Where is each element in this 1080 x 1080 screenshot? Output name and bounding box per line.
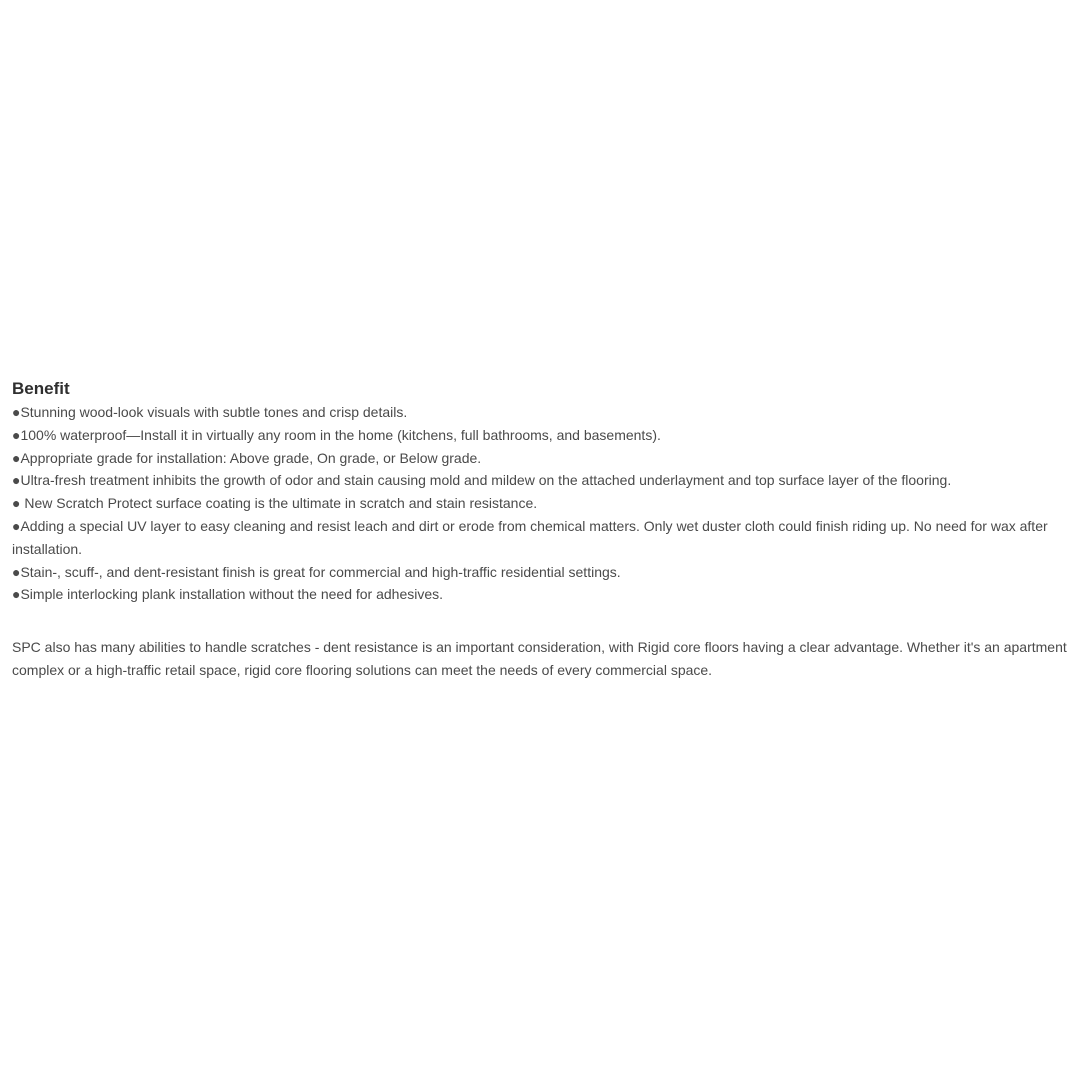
benefit-heading: Benefit xyxy=(12,379,70,398)
benefit-item: ●Appropriate grade for installation: Above grade, On grade, or Below grade. xyxy=(12,449,482,466)
benefit-item: ●Simple interlocking plank installation without the need for adhesives. xyxy=(12,586,444,603)
benefit-item: ●Adding a special UV layer to easy cleaning and resist leach and dirt or erode from chemical matters. Only wet duster cloth could finish riding up. No need for wax after installation. xyxy=(12,517,1048,557)
benefit-item: ●Stunning wood-look visuals with subtle tones and crisp details. xyxy=(12,404,408,420)
benefit-item: ●Ultra-fresh treatment inhibits the growth of odor and stain causing mold and mildew on the attached underlayment and top surface layer of the flooring. xyxy=(12,472,952,489)
benefit-item: ●Stain-, scuff-, and dent-resistant finish is great for commercial and high-traffic residential settings. xyxy=(12,563,621,580)
benefit-item: ●100% waterproof—Install it in virtually any room in the home (kitchens, full bathrooms, and basements). xyxy=(12,426,661,443)
spc-description-paragraph: SPC also has many abilities to handle scratches - dent resistance is an important consideration, with Rigid core floors having a clear advantage. Whether it's an apartment complex or a high-traffic retail space, rigid core flooring solutions can meet the needs of every commercial space. xyxy=(12,639,1067,678)
benefit-list xyxy=(12,401,1074,606)
benefit-section xyxy=(12,378,1074,682)
benefit-item: ● New Scratch Protect surface coating is the ultimate in scratch and stain resistance. xyxy=(12,495,538,512)
